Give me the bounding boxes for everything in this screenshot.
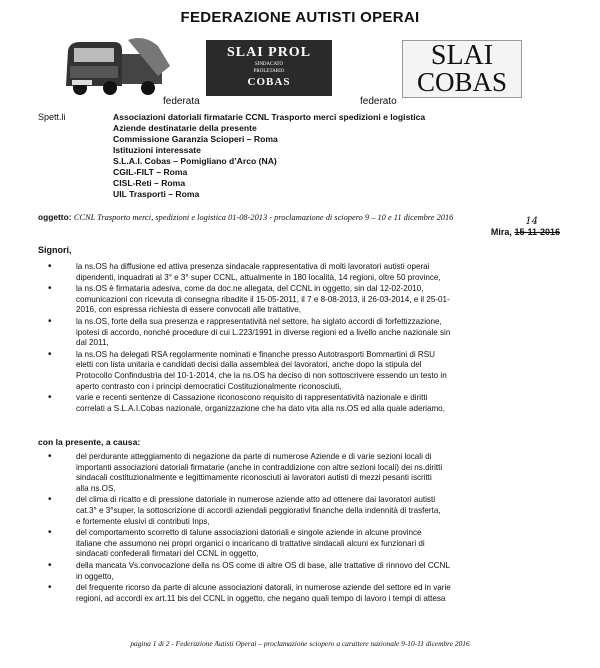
list-item — [40, 393, 588, 414]
list-item — [40, 452, 588, 494]
subject-text: CCNL Trasporto merci, spedizioni e logistica 01-08-2013 - proclamazione di sciopero 9 – 10 e 11 dicembre 2016 — [73, 213, 454, 222]
bullet-icon: • — [48, 451, 52, 462]
list-item-line: la ns.OS è firmataria adesiva, come da doc.ne allegata, del CCNL in oggetto, sin dal 12-02-2010, — [76, 284, 424, 294]
logo-prol-sub2: PROLETARIO — [253, 69, 285, 74]
list-item-line: alla ns.OS, — [76, 483, 116, 493]
list-item-line: varie e recenti sentenze di Cassazione riconoscono requisito di rappresentatività nazionale e diritti — [76, 393, 428, 403]
list-item-line: ipotesi di accordo, nonché procedure di cui L.223/1991 in diverse regioni ed a livello anche nazionale sin — [76, 327, 451, 337]
subject-line — [38, 212, 453, 222]
list-item — [40, 350, 588, 392]
date-handwritten-correction: 14 — [525, 216, 538, 227]
causes-intro: con la presente, a causa: — [38, 437, 141, 447]
list-item-line: italiane che assumono nei propri organici o incaricano di trattative sindacali alcuni ex funzionari di — [76, 538, 425, 548]
list-item-line: dal 2011, — [76, 338, 109, 348]
recipient-line: Associazioni datoriali firmatarie CCNL Trasporto merci spedizioni e logistica — [113, 112, 426, 122]
list-item-line: sindacali costituzionalmente e legittimamente riconosciuti ai lavoratori autisti di mezzi pesanti iscritti — [76, 473, 432, 483]
list-item-line: aperto contrasto con i principi democratici Costituzionalmente riconosciuti, — [76, 381, 342, 391]
logo-cobas-word: COBAS — [416, 67, 508, 97]
bullet-icon: • — [48, 527, 52, 539]
list-item-line: la ns.OS ha delegati RSA regolarmente nominati e finanche presso Autotrasporti Bommartini di RSU — [76, 349, 436, 359]
truck-logo-image — [58, 36, 180, 98]
list-item-line: dipendenti, inquadrati al 3° e 3° super CCNL, attualmente in 180 località, 14 regioni, oltre 50 province, — [76, 272, 441, 282]
list-item-line: comunicazioni con ricevuta di consegna ribadite il 15-05-2011, il 7 e 8-08-2013, il 26-03-2014, e il 25-01- — [76, 294, 450, 304]
list-item — [40, 317, 588, 349]
recipient-line: Aziende destinatarie della presente — [113, 123, 257, 133]
list-item-line: eletti con lista unitaria e candidati decisi dalla assemblea dei lavoratori, anche dopo la stipula del — [76, 360, 422, 370]
list-item-line: la ns.OS ha diffusione ed attiva presenza sindacale rappresentativa di molti lavoratori autisti operai — [76, 262, 430, 271]
list-item — [40, 528, 588, 560]
salutation: Signori, — [38, 245, 72, 255]
logo-prol-name: SLAI PROL — [226, 45, 312, 60]
recipient-line: UIL Trasporti – Roma — [113, 189, 200, 199]
list-item-line: 2016, con espressa richiesta di essere convocati alle trattative, — [76, 305, 301, 315]
list-item — [40, 583, 588, 604]
list-item-line: importanti associazioni datoriali firmatarie (anche in contraddizione con altre sezioni locali) dei ns.diritti — [76, 462, 443, 472]
page-title: FEDERAZIONE AUTISTI OPERAI — [180, 9, 420, 26]
logo-prol-cobas: COBAS — [247, 76, 291, 88]
premises-list — [40, 262, 588, 415]
bullet-icon: • — [48, 559, 52, 571]
bullet-icon: • — [48, 348, 52, 360]
bullet-icon: • — [48, 494, 52, 506]
subject-label: oggetto: — [38, 212, 72, 222]
date-line — [490, 216, 560, 237]
list-item-line: del clima di ricatto e di pressione datoriale in numerose aziende atto ad ottenere dai lavoratori autisti — [76, 495, 436, 505]
recipient-line: S.L.A.I. Cobas – Pomigliano d’Arco (NA) — [113, 156, 277, 166]
federata-label: federata — [163, 96, 200, 107]
date-value: 15-11-2016 — [514, 227, 560, 237]
list-item-line: del frequente ricorso da parte di alcune associazioni datorali, in numerose aziende del settore ed in varie — [76, 583, 451, 593]
list-item-line: in oggetto, — [76, 571, 114, 581]
list-item-line: correlati a S.L.A.I.Cobas nazionale, organizzazione che ha dato vita alla ns.OS ed alla quale aderiamo, — [76, 403, 445, 413]
federato-label: federato — [360, 96, 397, 107]
recipient-line: Commissione Garanzia Scioperi – Roma — [113, 134, 278, 144]
bullet-icon: • — [48, 582, 52, 594]
list-item — [40, 284, 588, 316]
list-item-line: regioni, ad accordi ex art.11 bis del CCNL in oggetto, che negano quali tempo di lavoro i tempi di attesa — [76, 593, 446, 603]
spett-label: Spett.li — [38, 112, 66, 122]
page-footer: pagina 1 di 2 - Federazione Autisti Operai – proclamazione sciopero a carattere nazionale 9-10-11 dicembre 2016 — [130, 639, 470, 648]
list-item-line: sindacati confederali firmatari del CCNL in oggetto, — [76, 549, 259, 559]
recipient-line: Istituzioni interessate — [113, 145, 201, 155]
list-item — [40, 495, 588, 527]
logo-prol-sub1: SINDACATO — [254, 62, 284, 67]
bullet-icon: • — [48, 283, 52, 295]
bullet-icon: • — [48, 315, 52, 327]
date-place: Mira, — [490, 227, 512, 237]
list-item — [40, 561, 588, 582]
slai-prol-cobas-logo — [206, 40, 332, 96]
slai-cobas-logo — [402, 40, 522, 98]
list-item-line: del perdurante atteggiamento di negazione da parte di numerose Aziende e di varie sezioni locali di — [76, 452, 432, 461]
list-item — [40, 262, 588, 283]
bullet-icon: • — [48, 392, 52, 404]
bullet-icon: • — [48, 261, 52, 272]
recipient-line: CISL-Reti – Roma — [113, 178, 186, 188]
logo-slai-word: SLAI — [430, 40, 494, 71]
recipient-line: CGIL-FILT – Roma — [113, 167, 188, 177]
causes-list — [40, 452, 588, 605]
recipient-list — [113, 112, 425, 200]
list-item-line: Protocollo Confindustria del 10-1-2014, che la ns.OS ha deciso di non sottoscrivere essendo un testo in — [76, 370, 447, 380]
list-item-line: del comportamento scorretto di talune associazioni datoriali e singole aziende in alcune province — [76, 528, 422, 538]
list-item-line: della mancata Vs.convocazione della ns OS come di altre OS di base, alle trattative di rinnovo del CCNL — [76, 560, 450, 570]
list-item-line: la ns.OS, forte della sua presenza e rappresentatività nel settore, ha siglato accordi di forfettizzazione, — [76, 316, 442, 326]
list-item-line: cat.3° e 3°super, la sottoscrizione di accordi aziendali peggiorativi finanche della indennità di trasferta, — [76, 505, 441, 515]
list-item-line: e fortemente elusivi di contributi Inps, — [76, 516, 210, 526]
